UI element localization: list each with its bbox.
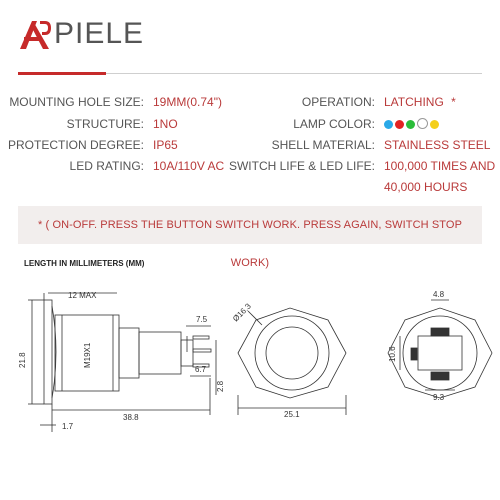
spec-label-led-rating: LED RATING:	[69, 159, 144, 173]
operation-note: * ( ON-OFF. PRESS THE BUTTON SWITCH WORK. PRESS AGAIN, SWITCH STOP WORK)	[37, 219, 463, 269]
dim-height: 21.8	[18, 352, 27, 368]
spec-label-mounting-hole: MOUNTING HOLE SIZE:	[9, 95, 144, 109]
side-nut	[119, 328, 139, 378]
drawing-title: LENGTH IN MILLIMETERS (MM)	[24, 259, 145, 268]
dim-pin-pitch: 6.7	[195, 365, 207, 374]
rear-terminal-bottom	[431, 372, 449, 380]
spec-label-protection: PROTECTION DEGREE:	[7, 138, 144, 152]
side-flange	[44, 300, 52, 404]
operation-asterisk: *	[451, 95, 456, 109]
dim-flange: 1.7	[62, 422, 74, 431]
front-hex	[238, 308, 346, 398]
dim-rear-height: 10.6	[388, 346, 397, 362]
spec-value-life-line1: 100,000 TIMES AND	[384, 159, 496, 173]
side-pin-1	[193, 336, 209, 339]
dim-rear-bottom: 9.3	[433, 393, 445, 402]
dim-pin-length: 7.5	[196, 315, 208, 324]
spec-value-protection: IP65	[153, 138, 178, 152]
brand-name: PIELE	[54, 17, 145, 50]
rear-base	[418, 336, 462, 370]
side-head-curve	[52, 306, 56, 398]
spec-label-life: SWITCH LIFE & LED LIFE:	[228, 159, 375, 173]
spec-label-lamp-color: LAMP COLOR:	[293, 117, 375, 131]
side-base	[139, 332, 181, 374]
dim-thread: M19X1	[83, 342, 92, 368]
spec-label-shell: SHELL MATERIAL:	[271, 138, 375, 152]
dim-rear-top: 4.8	[433, 290, 445, 299]
operation-value: LATCHING	[384, 95, 444, 109]
side-view	[28, 293, 216, 432]
side-pin-2	[193, 349, 211, 352]
spec-label-operation: OPERATION:	[301, 95, 375, 109]
dim-total-length: 38.8	[123, 413, 139, 422]
spec-value-structure: 1NO	[153, 117, 178, 131]
spec-label-structure: STRUCTURE:	[66, 117, 144, 131]
dim-front-width: 25.1	[284, 410, 300, 419]
spec-value-shell: STAINLESS STEEL	[384, 138, 491, 152]
spec-value-mounting-hole: 19MM(0.74")	[153, 95, 222, 109]
spec-value-led-rating: 10A/110V AC	[153, 159, 225, 173]
dim-front-diameter: Ø16.3	[231, 301, 253, 324]
front-view	[238, 308, 346, 415]
rear-hex	[388, 308, 492, 398]
rear-view	[388, 300, 492, 398]
front-button	[266, 327, 318, 379]
rear-terminal-left	[411, 348, 417, 360]
rear-terminal-top	[431, 328, 449, 336]
dim-pin-width: 2.8	[216, 380, 225, 392]
spec-value-life-line2: 40,000 HOURS	[384, 180, 468, 194]
dim-max-length: 12 MAX	[68, 291, 97, 300]
